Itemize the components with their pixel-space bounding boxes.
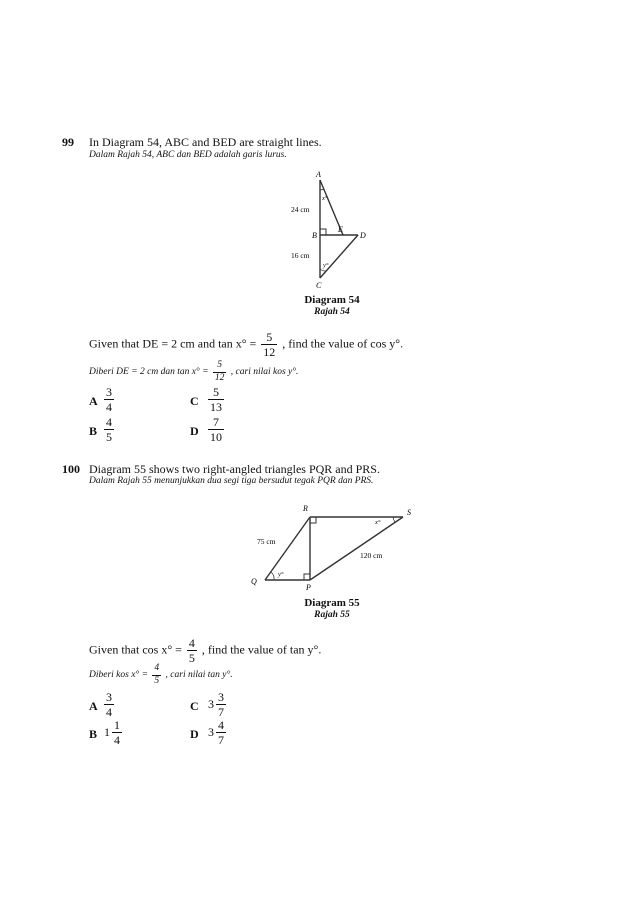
q99-option-b-den: 5 [106,430,112,444]
label-s: S [407,508,411,517]
given-fraction-num: 5 [261,331,277,345]
question-100-given [89,637,321,664]
label-a: A [316,170,321,179]
q100-option-a-den: 4 [106,705,112,719]
given-text-pre: Given that DE = 2 cm and tan x° = [89,336,257,351]
label-r: R [303,504,308,513]
diagram-54-caption: Diagram 54 [304,294,360,306]
label-e: E [338,225,343,234]
diagram-55-caption-ms: Rajah 55 [314,610,350,620]
diagram-55-caption: Diagram 55 [304,597,360,609]
label-d: D [360,231,366,240]
given-ms-fraction [213,361,227,383]
question-99-number: 99 [62,135,74,149]
q99-option-b-num: 4 [106,415,112,429]
given-fraction-num: 4 [188,636,195,650]
label-ab-length: 24 cm [291,205,310,214]
q100-option-c-num: 3 [218,690,224,704]
label-angle-y: y° [323,262,329,269]
right-angle-marker-b [320,229,326,235]
label-c: C [316,281,322,290]
given-ms-text-pre: Diberi DE = 2 cm dan tan x° = [89,367,209,378]
given-ms-fraction [152,664,161,686]
q99-option-b-value[interactable] [102,416,116,443]
q100-option-a-num: 3 [106,690,112,704]
q100-option-c-value[interactable] [208,691,228,718]
question-99-text-ms: Dalam Rajah 54, ABC dan BED adalah garis lurus. [89,150,287,160]
given-text-post: , find the value of tan y°. [201,642,322,657]
given-ms-text-post: , cari nilai tan y°. [165,670,233,681]
q99-option-d-num: 7 [208,416,224,430]
q100-option-c-whole: 3 [208,697,214,711]
angle-arc-y [320,269,326,271]
right-angle-marker-r [310,517,316,523]
label-p: P [306,583,311,592]
given-ms-text-post: , cari nilai kos y°. [230,367,299,378]
q100-option-b-value[interactable] [104,719,124,746]
label-ps-length: 120 cm [360,551,383,560]
q100-option-d-whole: 3 [208,725,214,739]
q99-option-a-value[interactable] [102,386,116,413]
q100-option-a-value[interactable] [102,691,116,718]
q99-option-c-letter[interactable]: C [190,394,199,408]
q100-option-b-den: 4 [114,733,120,747]
given-ms-fraction-num: 5 [213,361,227,373]
q100-option-b-num: 1 [114,718,120,732]
given-ms-fraction-den: 5 [154,675,160,686]
given-ms-fraction-num: 4 [152,664,161,676]
q100-option-d-num: 4 [218,718,224,732]
given-text-post: , find the value of cos y°. [282,336,404,351]
given-ms-text-pre: Diberi kos x° = [89,670,149,681]
diagram-55 [245,498,420,593]
line-sp [310,517,403,580]
given-text-pre: Given that cos x° = [89,642,182,657]
q99-option-b-letter[interactable]: B [89,424,98,438]
q99-option-d-value[interactable] [206,416,226,443]
given-fraction [187,637,197,664]
diagram-54-caption-ms: Rajah 54 [314,307,350,317]
q100-option-d-letter[interactable]: D [190,727,199,741]
q99-option-d-letter[interactable]: D [190,424,199,438]
given-fraction-den: 5 [188,651,195,665]
given-ms-fraction-den: 12 [214,372,225,383]
q100-option-d-den: 7 [218,733,224,747]
q99-option-a-letter[interactable]: A [89,394,98,408]
q99-option-c-value[interactable] [206,386,226,413]
right-angle-marker-p [304,574,310,580]
question-99-given-ms [89,361,298,383]
q99-option-c-num: 5 [208,386,224,400]
question-99-given [89,331,403,358]
label-bc-length: 16 cm [291,251,310,260]
question-100-number: 100 [62,462,80,476]
label-angle-x: x° [322,195,328,202]
question-100-given-ms [89,664,233,686]
label-b: B [312,231,317,240]
line-dc [320,235,358,278]
question-99-text: In Diagram 54, ABC and BED are straight lines. [89,135,322,149]
q100-option-c-letter[interactable]: C [190,699,199,713]
label-qr-length: 75 cm [257,537,276,546]
label-angle-x: x° [375,519,381,526]
diagram-54 [286,168,376,290]
question-100-text: Diagram 55 shows two right-angled triangles PQR and PRS. [89,462,380,476]
label-q: Q [251,577,257,586]
angle-arc-y [271,572,274,580]
question-100-text-ms: Dalam Rajah 55 menunjukkan dua segi tiga bersudut tegak PQR dan PRS. [89,476,374,486]
q100-option-a-letter[interactable]: A [89,699,98,713]
angle-arc-x [393,517,395,522]
line-qr [265,517,310,580]
q100-option-c-den: 7 [218,705,224,719]
q100-option-b-whole: 1 [104,725,110,739]
q99-option-a-num: 3 [106,385,112,399]
q99-option-d-den: 10 [210,430,222,444]
label-angle-y: y° [278,571,284,578]
q100-option-d-value[interactable] [208,719,228,746]
q100-option-b-letter[interactable]: B [89,727,98,741]
given-fraction-den: 12 [263,345,276,359]
q99-option-a-den: 4 [106,400,112,414]
q99-option-c-den: 13 [210,400,222,414]
given-fraction [261,331,277,358]
